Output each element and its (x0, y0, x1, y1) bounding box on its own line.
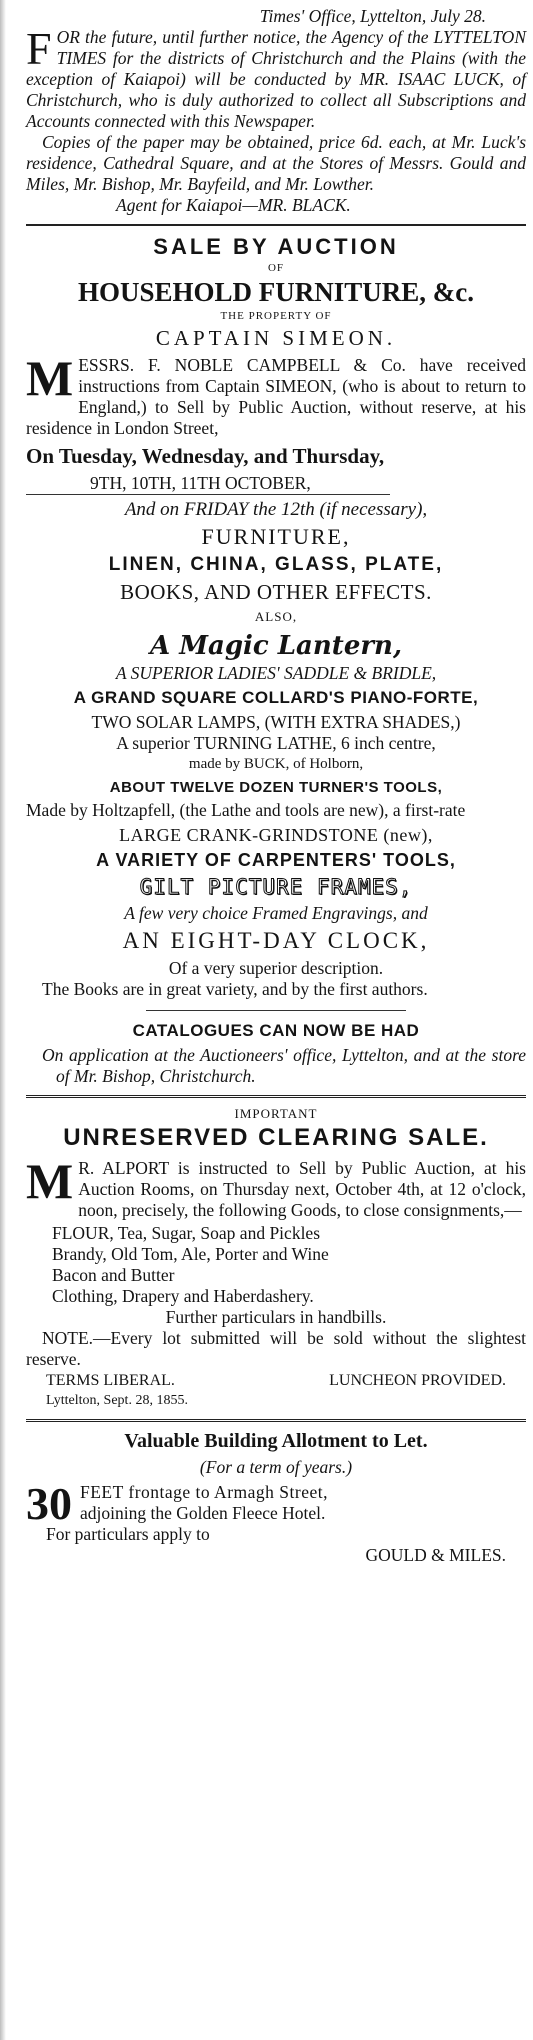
allotment-line-1: FEET frontage to Armagh Street, (80, 1482, 328, 1502)
allotment-title: Valuable Building Allotment to Let. (124, 1430, 428, 1452)
auction-frames: GILT PICTURE FRAMES, (139, 875, 413, 899)
auction-lamps: TWO SOLAR LAMPS, (WITH EXTRA SHADES,) (91, 712, 461, 732)
divider (26, 224, 526, 226)
auction-books: BOOKS, AND OTHER EFFECTS. (120, 580, 432, 604)
clearing-intro (26, 1153, 526, 1221)
allotment-signature: GOULD & MILES. (365, 1545, 506, 1565)
divider (26, 1095, 526, 1098)
clearing-dateline: Lyttelton, Sept. 28, 1855. (46, 1393, 188, 1408)
auction-lathe: A superior TURNING LATHE, 6 inch centre, (116, 733, 436, 753)
clearing-important: IMPORTANT (234, 1106, 318, 1121)
auction-holtzapfell: Made by Holtzapfell, (the Lathe and tools are new), a first-rate (26, 800, 466, 820)
auction-dates: 9TH, 10TH, 11TH OCTOBER, (26, 473, 390, 495)
auction-also: ALSO, (254, 609, 298, 624)
clearing-goods-list (52, 1223, 526, 1307)
divider (146, 1010, 406, 1011)
goods-item: Bacon and Butter (52, 1265, 175, 1285)
auction-grindstone: LARGE CRANK-GRINDSTONE (new), (119, 825, 433, 845)
allotment-line-3: For particulars apply to (46, 1524, 210, 1544)
auction-furniture: FURNITURE, (201, 524, 351, 549)
allotment-body (26, 1478, 526, 1566)
auction-days: On Tuesday, Wednesday, and Thursday, (26, 444, 385, 468)
clearing-title: UNRESERVED CLEARING SALE. (63, 1124, 489, 1151)
auction-owner: CAPTAIN SIMEON. (155, 326, 397, 350)
newspaper-column (26, 6, 526, 1566)
clearing-terms-row (26, 1372, 526, 1390)
notice-text: OR the future, until further notice, the Agency of the LYTTELTON TIMES for the districts of Christchurch and the Plains (with the exception of Kaiapoi) will be conducted by MR. ISAAC LUCK, of Christchurch, who is duly authorized to collect all Subscriptions and Accounts connected with this Newspaper. (26, 27, 526, 131)
notice-agent: Agent for Kaiapoi—MR. BLACK. (116, 195, 351, 215)
auction-clock: AN EIGHT-DAY CLOCK, (122, 928, 430, 953)
auction-intro-text: ESSRS. F. NOBLE CAMPBELL & Co. have received instructions from Captain SIMEON, (who is about to return to England,) to Sell by Public Auction, without reserve, at his residence in London Street, (26, 355, 526, 438)
clearing-luncheon: LUNCHEON PROVIDED. (329, 1372, 506, 1389)
auction-friday: And on FRIDAY the 12th (if necessary), (124, 499, 428, 520)
auction-property-of: THE PROPERTY OF (220, 310, 332, 322)
auction-linen: LINEN, CHINA, GLASS, PLATE, (108, 554, 444, 575)
notice-copies: Copies of the paper may be obtained, price 6d. each, at Mr. Luck's residence, Cathedral Square, and at the Stores of Messrs. Gould and Miles, Mr. Bishop, Mr. Bayfeild, and Mr. Lowther. (26, 132, 526, 194)
clearing-drop-cap: M (26, 1153, 74, 1209)
auction-heading: SALE BY AUCTION (153, 234, 399, 259)
building-allotment (26, 1430, 526, 1566)
notice-dateline: Times' Office, Lyttelton, July 28. (259, 6, 486, 26)
page-edge-shadow (0, 0, 6, 2040)
clearing-sale (26, 1106, 526, 1411)
clearing-intro-text: R. ALPORT is instructed to Sell by Public Auction, at his Auction Rooms, on Thursday next, October 4th, at 12 o'clock, noon, precisely, the following Goods, to close consignments,— (78, 1158, 526, 1220)
clearing-note: NOTE.—Every lot submitted will be sold without the slightest reserve. (26, 1328, 526, 1369)
agency-notice (26, 6, 526, 216)
auction-title: HOUSEHOLD FURNITURE, &c. (77, 277, 475, 307)
auction-made-by: made by BUCK, of Holborn, (188, 756, 364, 772)
furniture-auction (26, 234, 526, 1087)
auction-of: OF (267, 262, 285, 274)
goods-item: FLOUR, Tea, Sugar, Soap and Pickles (52, 1223, 321, 1243)
clearing-further: Further particulars in handbills. (165, 1307, 387, 1327)
goods-item: Brandy, Old Tom, Ale, Porter and Wine (52, 1244, 329, 1264)
allotment-term: (For a term of years.) (199, 1457, 353, 1477)
auction-tools: ABOUT TWELVE DOZEN TURNER'S TOOLS, (109, 779, 443, 796)
allotment-big-number: 30 (26, 1478, 72, 1529)
auction-engravings: A few very choice Framed Engravings, and (124, 903, 428, 923)
divider (26, 1419, 526, 1422)
auction-carpenters: A VARIETY OF CARPENTERS' TOOLS, (96, 850, 456, 870)
auction-lantern: A Magic Lantern, (149, 631, 403, 661)
notice-body (26, 23, 526, 132)
auction-books-note: The Books are in great variety, and by the first authors. (42, 979, 428, 999)
allotment-line-2: adjoining the Golden Fleece Hotel. (80, 1503, 326, 1523)
auction-piano: A GRAND SQUARE COLLARD'S PIANO-FORTE, (73, 688, 479, 707)
goods-item: Clothing, Drapery and Haberdashery. (52, 1286, 314, 1306)
auction-saddle: A SUPERIOR LADIES' SADDLE & BRIDLE, (115, 663, 437, 683)
clearing-terms: TERMS LIBERAL. (46, 1372, 175, 1389)
auction-application: On application at the Auctioneers' office, Lyttelton, and at the store of Mr. Bishop, Christchurch. (42, 1045, 526, 1086)
auction-catalogues: CATALOGUES CAN NOW BE HAD (132, 1021, 420, 1040)
auction-intro (26, 350, 526, 439)
auction-clock-desc: Of a very superior description. (168, 958, 384, 978)
auction-drop-cap: M (26, 350, 74, 406)
notice-drop-cap: F (26, 23, 52, 74)
